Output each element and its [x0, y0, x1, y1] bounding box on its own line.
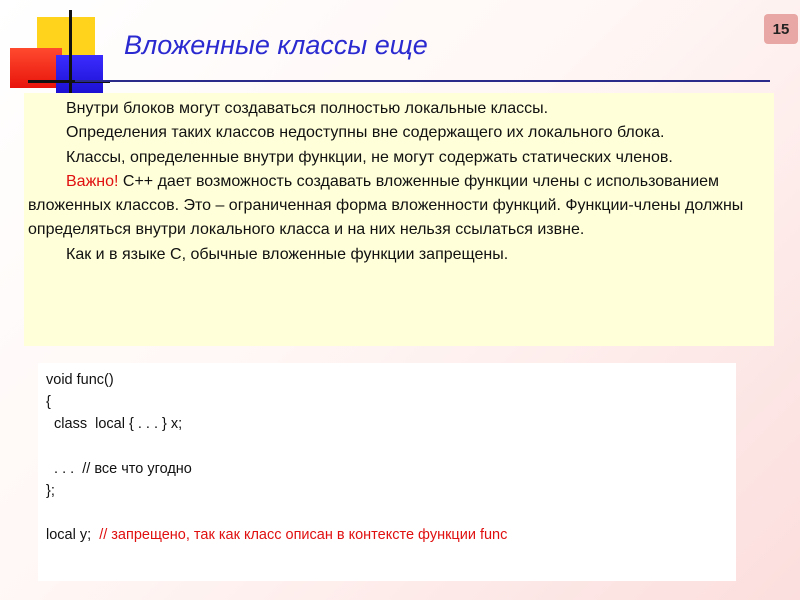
title-underline [75, 80, 770, 82]
code-line: }; [46, 482, 55, 499]
page-number-badge: 15 [764, 14, 798, 44]
code-line [46, 436, 736, 458]
code-line: class local { . . . } x; [46, 416, 183, 433]
important-label: Важно! [66, 172, 119, 190]
text-box [24, 93, 774, 346]
code-comment-forbidden: // запрещено, так как класс описан в контексте функции func [99, 527, 508, 544]
code-line [46, 502, 736, 524]
paragraph-definitions: Определения таких классов недоступны вне содержащего их локального блока. [66, 124, 665, 142]
paragraph-important [28, 170, 774, 243]
logo-blue-square [56, 55, 103, 95]
slide-title: Вложенные классы еще [124, 30, 428, 60]
important-text: С++ дает возможность создавать вложенные функции члены с использованием вложенных классов. Это – ограниченная форма вложенности функций. Функции-члены должны определяться внутри локального класса и на них нельзя ссылаться извне. [28, 172, 744, 239]
code-line: { [46, 394, 51, 411]
paragraph-static-members: Классы, определенные внутри функции, не могут содержать статических членов. [66, 148, 673, 166]
code-statement: local y; [46, 527, 100, 544]
paragraph-local-classes: Внутри блоков могут создаваться полностью локальные классы. [66, 100, 549, 117]
code-line: . . . // все что угодно [46, 460, 192, 477]
paragraph-nested-functions: Как и в языке С, обычные вложенные функции запрещены. [66, 245, 509, 263]
code-line-forbidden [46, 524, 736, 546]
code-line: void func() [46, 372, 114, 388]
code-box [38, 363, 736, 581]
